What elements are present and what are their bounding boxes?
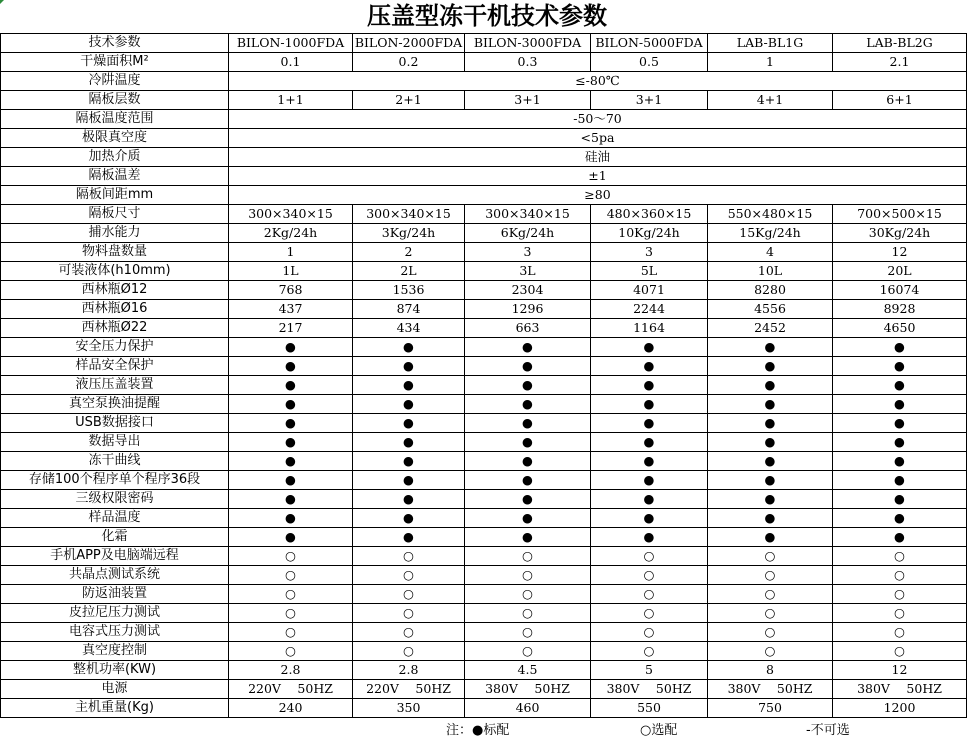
value-cell: 10Kg/24h [591, 224, 708, 243]
model-header: BILON-5000FDA [591, 34, 708, 53]
value-cell: 2.1 [833, 53, 967, 72]
standard-mark-icon: ● [591, 338, 708, 357]
standard-mark-icon: ● [708, 376, 833, 395]
table-row [1, 205, 967, 224]
header-label: 技术参数 [1, 34, 229, 53]
optional-mark-icon: ○ [465, 604, 591, 623]
table-row [1, 129, 967, 148]
value-cell: 4.5 [465, 661, 591, 680]
value-cell: 460 [465, 699, 591, 718]
standard-mark-icon: ● [465, 452, 591, 471]
table-row [1, 395, 967, 414]
optional-mark-icon: ○ [833, 604, 967, 623]
legend-standard: 注：●标配 [446, 723, 510, 738]
value-cell: 350 [353, 699, 465, 718]
optional-mark-icon: ○ [591, 623, 708, 642]
standard-mark-icon: ● [353, 490, 465, 509]
standard-mark-icon: ● [708, 471, 833, 490]
value-cell: 4071 [591, 281, 708, 300]
value-cell: 4556 [708, 300, 833, 319]
row-label: 共晶点测试系统 [1, 566, 229, 585]
optional-mark-icon: ○ [833, 547, 967, 566]
value-cell: 380V 50HZ [465, 680, 591, 699]
row-label: 隔板间距mm [1, 186, 229, 205]
value-cell: 300×340×15 [353, 205, 465, 224]
merged-value-cell: -50～70 [229, 110, 967, 129]
value-cell: 2244 [591, 300, 708, 319]
value-cell: 2.8 [229, 661, 353, 680]
standard-mark-icon: ● [353, 471, 465, 490]
table-row [1, 91, 967, 110]
optional-mark-icon: ○ [229, 623, 353, 642]
value-cell: 0.1 [229, 53, 353, 72]
value-cell: 3 [591, 243, 708, 262]
value-cell: 20L [833, 262, 967, 281]
value-cell: 1 [708, 53, 833, 72]
value-cell: 1 [229, 243, 353, 262]
standard-mark-icon: ● [833, 357, 967, 376]
value-cell: 4 [708, 243, 833, 262]
optional-mark-icon: ○ [353, 642, 465, 661]
value-cell: 5L [591, 262, 708, 281]
row-label: USB数据接口 [1, 414, 229, 433]
value-cell: 220V 50HZ [353, 680, 465, 699]
standard-mark-icon: ● [708, 490, 833, 509]
value-cell: 217 [229, 319, 353, 338]
row-label: 可装液体(h10mm) [1, 262, 229, 281]
model-header: BILON-2000FDA [353, 34, 465, 53]
value-cell: 10L [708, 262, 833, 281]
value-cell: 2L [353, 262, 465, 281]
optional-mark-icon: ○ [465, 585, 591, 604]
optional-mark-icon: ○ [353, 604, 465, 623]
table-row [1, 224, 967, 243]
standard-mark-icon: ● [353, 509, 465, 528]
table-row [1, 357, 967, 376]
optional-mark-icon: ○ [708, 585, 833, 604]
table-row [1, 300, 967, 319]
row-label: 捕水能力 [1, 224, 229, 243]
value-cell: 1536 [353, 281, 465, 300]
row-label: 整机功率(KW) [1, 661, 229, 680]
value-cell: 1296 [465, 300, 591, 319]
value-cell: 2.8 [353, 661, 465, 680]
table-row [1, 490, 967, 509]
standard-mark-icon: ● [708, 338, 833, 357]
spec-table-body [1, 34, 967, 718]
merged-value-cell: ±1 [229, 167, 967, 186]
standard-mark-icon: ● [353, 452, 465, 471]
table-row [1, 110, 967, 129]
optional-mark-icon: ○ [591, 547, 708, 566]
standard-mark-icon: ● [229, 338, 353, 357]
standard-mark-icon: ● [833, 452, 967, 471]
row-label: 西林瓶Ø22 [1, 319, 229, 338]
value-cell: 1+1 [229, 91, 353, 110]
row-label: 西林瓶Ø16 [1, 300, 229, 319]
value-cell: 8928 [833, 300, 967, 319]
value-cell: 3 [465, 243, 591, 262]
optional-mark-icon: ○ [229, 547, 353, 566]
value-cell: 8280 [708, 281, 833, 300]
row-label: 防返油装置 [1, 585, 229, 604]
standard-mark-icon: ● [465, 471, 591, 490]
row-label: 液压压盖装置 [1, 376, 229, 395]
table-row [1, 338, 967, 357]
row-label: 安全压力保护 [1, 338, 229, 357]
optional-mark-icon: ○ [833, 623, 967, 642]
optional-mark-icon: ○ [833, 585, 967, 604]
optional-mark-icon: ○ [465, 566, 591, 585]
value-cell: 3+1 [591, 91, 708, 110]
row-label: 三级权限密码 [1, 490, 229, 509]
optional-mark-icon: ○ [591, 642, 708, 661]
table-row [1, 376, 967, 395]
row-label: 隔板温度范围 [1, 110, 229, 129]
table-row [1, 186, 967, 205]
standard-mark-icon: ● [591, 395, 708, 414]
standard-mark-icon: ● [833, 414, 967, 433]
spec-table [0, 33, 967, 718]
value-cell: 437 [229, 300, 353, 319]
optional-mark-icon: ○ [591, 604, 708, 623]
value-cell: 663 [465, 319, 591, 338]
value-cell: 300×340×15 [465, 205, 591, 224]
value-cell: 434 [353, 319, 465, 338]
value-cell: 3L [465, 262, 591, 281]
table-row [1, 414, 967, 433]
standard-mark-icon: ● [708, 528, 833, 547]
value-cell: 380V 50HZ [833, 680, 967, 699]
standard-mark-icon: ● [833, 338, 967, 357]
merged-value-cell: 硅油 [229, 148, 967, 167]
value-cell: 1200 [833, 699, 967, 718]
standard-mark-icon: ● [833, 395, 967, 414]
standard-mark-icon: ● [353, 376, 465, 395]
row-label: 隔板层数 [1, 91, 229, 110]
optional-mark-icon: ○ [591, 585, 708, 604]
standard-mark-icon: ● [229, 509, 353, 528]
value-cell: 4650 [833, 319, 967, 338]
optional-mark-icon: ○ [833, 566, 967, 585]
value-cell: 0.5 [591, 53, 708, 72]
value-cell: 0.3 [465, 53, 591, 72]
row-label: 真空度控制 [1, 642, 229, 661]
header-row [1, 34, 967, 53]
value-cell: 380V 50HZ [591, 680, 708, 699]
standard-mark-icon: ● [229, 395, 353, 414]
optional-mark-icon: ○ [353, 585, 465, 604]
standard-mark-icon: ● [591, 528, 708, 547]
value-cell: 1164 [591, 319, 708, 338]
row-label: 存储100个程序单个程序36段 [1, 471, 229, 490]
optional-mark-icon: ○ [708, 604, 833, 623]
value-cell: 6+1 [833, 91, 967, 110]
value-cell: 380V 50HZ [708, 680, 833, 699]
value-cell: 4+1 [708, 91, 833, 110]
standard-mark-icon: ● [353, 433, 465, 452]
standard-mark-icon: ● [708, 433, 833, 452]
value-cell: 220V 50HZ [229, 680, 353, 699]
value-cell: 2 [353, 243, 465, 262]
optional-mark-icon: ○ [229, 604, 353, 623]
standard-mark-icon: ● [229, 376, 353, 395]
standard-mark-icon: ● [465, 338, 591, 357]
optional-mark-icon: ○ [465, 623, 591, 642]
standard-mark-icon: ● [833, 528, 967, 547]
row-label: 电容式压力测试 [1, 623, 229, 642]
row-label: 电源 [1, 680, 229, 699]
table-row [1, 319, 967, 338]
table-row [1, 433, 967, 452]
row-label: 皮拉尼压力测试 [1, 604, 229, 623]
standard-mark-icon: ● [708, 452, 833, 471]
row-label: 主机重量(Kg) [1, 699, 229, 718]
standard-mark-icon: ● [465, 395, 591, 414]
row-label: 西林瓶Ø12 [1, 281, 229, 300]
standard-mark-icon: ● [591, 471, 708, 490]
row-label: 真空泵换油提醒 [1, 395, 229, 414]
standard-mark-icon: ● [591, 357, 708, 376]
merged-value-cell: ≤-80℃ [229, 72, 967, 91]
value-cell: 768 [229, 281, 353, 300]
optional-mark-icon: ○ [833, 642, 967, 661]
value-cell: 700×500×15 [833, 205, 967, 224]
standard-mark-icon: ● [591, 376, 708, 395]
table-row [1, 661, 967, 680]
value-cell: 15Kg/24h [708, 224, 833, 243]
standard-mark-icon: ● [229, 357, 353, 376]
standard-mark-icon: ● [465, 433, 591, 452]
table-row [1, 243, 967, 262]
standard-mark-icon: ● [833, 376, 967, 395]
table-row [1, 604, 967, 623]
table-row [1, 148, 967, 167]
row-label: 冷阱温度 [1, 72, 229, 91]
page-title: 压盖型冻干机技术参数 [367, 2, 607, 30]
model-header: LAB-BL1G [708, 34, 833, 53]
value-cell: 1L [229, 262, 353, 281]
standard-mark-icon: ● [229, 414, 353, 433]
row-label: 加热介质 [1, 148, 229, 167]
standard-mark-icon: ● [465, 357, 591, 376]
standard-mark-icon: ● [708, 509, 833, 528]
merged-value-cell: ≥80 [229, 186, 967, 205]
value-cell: 5 [591, 661, 708, 680]
standard-mark-icon: ● [708, 414, 833, 433]
standard-mark-icon: ● [465, 376, 591, 395]
table-row [1, 585, 967, 604]
standard-mark-icon: ● [229, 490, 353, 509]
value-cell: 750 [708, 699, 833, 718]
value-cell: 480×360×15 [591, 205, 708, 224]
row-label: 隔板温差 [1, 167, 229, 186]
optional-mark-icon: ○ [229, 566, 353, 585]
optional-mark-icon: ○ [591, 566, 708, 585]
value-cell: 874 [353, 300, 465, 319]
value-cell: 550 [591, 699, 708, 718]
value-cell: 0.2 [353, 53, 465, 72]
value-cell: 550×480×15 [708, 205, 833, 224]
table-row [1, 72, 967, 91]
standard-mark-icon: ● [229, 433, 353, 452]
standard-mark-icon: ● [353, 395, 465, 414]
optional-mark-icon: ○ [353, 547, 465, 566]
optional-mark-icon: ○ [229, 642, 353, 661]
standard-mark-icon: ● [465, 490, 591, 509]
row-label: 物料盘数量 [1, 243, 229, 262]
optional-mark-icon: ○ [708, 642, 833, 661]
optional-mark-icon: ○ [708, 547, 833, 566]
table-row [1, 509, 967, 528]
standard-mark-icon: ● [229, 471, 353, 490]
optional-mark-icon: ○ [465, 642, 591, 661]
row-label: 数据导出 [1, 433, 229, 452]
standard-mark-icon: ● [591, 452, 708, 471]
table-row [1, 547, 967, 566]
standard-mark-icon: ● [833, 433, 967, 452]
standard-mark-icon: ● [353, 338, 465, 357]
optional-mark-icon: ○ [353, 566, 465, 585]
standard-mark-icon: ● [353, 528, 465, 547]
value-cell: 16074 [833, 281, 967, 300]
value-cell: 3+1 [465, 91, 591, 110]
optional-mark-icon: ○ [353, 623, 465, 642]
row-label: 样品温度 [1, 509, 229, 528]
standard-mark-icon: ● [465, 509, 591, 528]
standard-mark-icon: ● [465, 528, 591, 547]
optional-mark-icon: ○ [708, 623, 833, 642]
standard-mark-icon: ● [591, 414, 708, 433]
standard-mark-icon: ● [591, 490, 708, 509]
model-header: LAB-BL2G [833, 34, 967, 53]
row-label: 冻干曲线 [1, 452, 229, 471]
value-cell: 12 [833, 661, 967, 680]
model-header: BILON-3000FDA [465, 34, 591, 53]
value-cell: 2452 [708, 319, 833, 338]
standard-mark-icon: ● [833, 471, 967, 490]
table-row [1, 642, 967, 661]
table-row [1, 262, 967, 281]
table-row [1, 53, 967, 72]
table-row [1, 699, 967, 718]
model-header: BILON-1000FDA [229, 34, 353, 53]
value-cell: 30Kg/24h [833, 224, 967, 243]
table-row [1, 528, 967, 547]
table-row [1, 680, 967, 699]
table-row [1, 471, 967, 490]
row-label: 手机APP及电脑端远程 [1, 547, 229, 566]
standard-mark-icon: ● [591, 433, 708, 452]
table-row [1, 281, 967, 300]
row-label: 化霜 [1, 528, 229, 547]
value-cell: 2+1 [353, 91, 465, 110]
legend-unavailable: -不可选 [806, 723, 850, 738]
value-cell: 6Kg/24h [465, 224, 591, 243]
standard-mark-icon: ● [708, 395, 833, 414]
value-cell: 2Kg/24h [229, 224, 353, 243]
row-label: 样品安全保护 [1, 357, 229, 376]
table-row [1, 452, 967, 471]
row-label: 隔板尺寸 [1, 205, 229, 224]
table-row [1, 167, 967, 186]
standard-mark-icon: ● [708, 357, 833, 376]
standard-mark-icon: ● [833, 490, 967, 509]
standard-mark-icon: ● [465, 414, 591, 433]
merged-value-cell: <5pa [229, 129, 967, 148]
value-cell: 8 [708, 661, 833, 680]
optional-mark-icon: ○ [465, 547, 591, 566]
optional-mark-icon: ○ [708, 566, 833, 585]
standard-mark-icon: ● [833, 509, 967, 528]
standard-mark-icon: ● [353, 414, 465, 433]
standard-mark-icon: ● [591, 509, 708, 528]
legend-optional: ○选配 [640, 723, 678, 738]
value-cell: 2304 [465, 281, 591, 300]
table-row [1, 623, 967, 642]
standard-mark-icon: ● [229, 452, 353, 471]
row-label: 极限真空度 [1, 129, 229, 148]
standard-mark-icon: ● [353, 357, 465, 376]
value-cell: 3Kg/24h [353, 224, 465, 243]
row-label: 干燥面积M² [1, 53, 229, 72]
standard-mark-icon: ● [229, 528, 353, 547]
table-row [1, 566, 967, 585]
value-cell: 240 [229, 699, 353, 718]
optional-mark-icon: ○ [229, 585, 353, 604]
value-cell: 12 [833, 243, 967, 262]
value-cell: 300×340×15 [229, 205, 353, 224]
